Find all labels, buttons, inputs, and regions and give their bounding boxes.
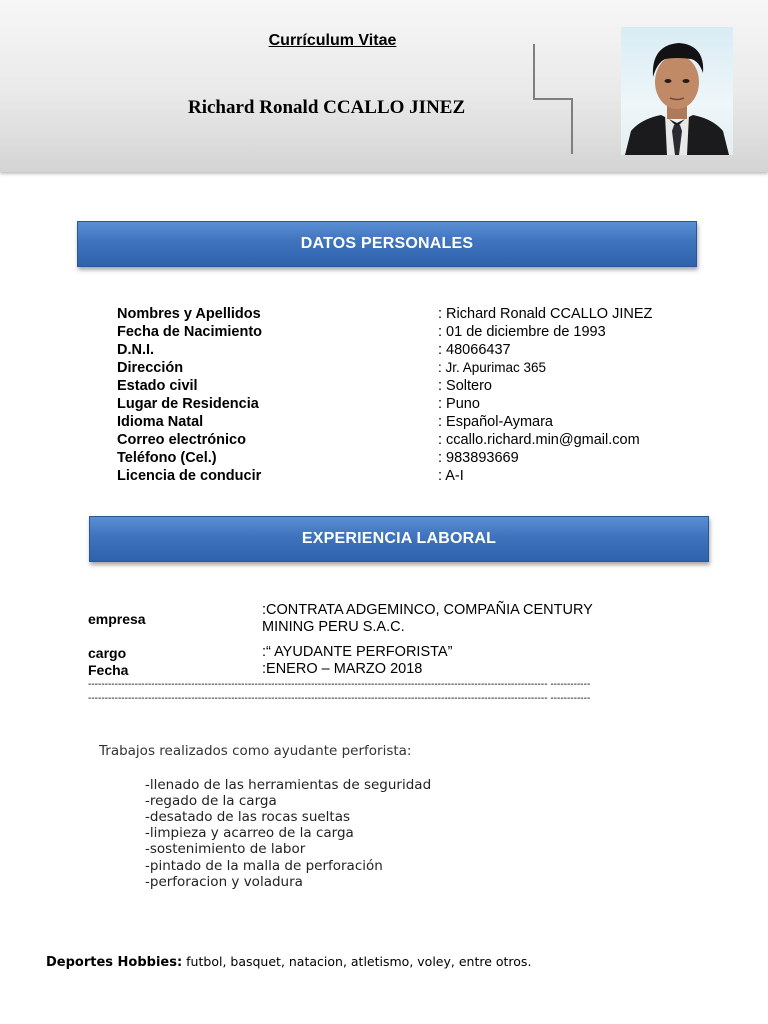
decorative-line (571, 98, 573, 154)
info-value: : Español-Aymara (438, 414, 553, 430)
info-value: : ccallo.richard.min@gmail.com (438, 432, 640, 448)
cargo-label: cargo (88, 645, 127, 661)
info-value: : A-I (438, 468, 464, 484)
dashed-separator: ------------------------------------------------------------------------------------------------------------------------------------------ ------------ (88, 694, 591, 704)
fecha-label: Fecha (88, 662, 129, 678)
cv-title: Currículum Vitae (268, 32, 397, 49)
info-value: : 01 de diciembre de 1993 (438, 324, 606, 340)
info-label: Estado civil (117, 378, 198, 394)
info-label: Nombres y Apellidos (117, 306, 261, 322)
info-value: : Richard Ronald CCALLO JINEZ (438, 306, 653, 322)
section-banner-personal: DATOS PERSONALES (77, 221, 697, 267)
empresa-label: empresa (88, 611, 146, 627)
info-label: Teléfono (Cel.) (117, 450, 217, 466)
profile-photo (621, 27, 733, 155)
dashed-separator: ------------------------------------------------------------------------------------------------------------------------------------------ ------------ (88, 680, 591, 690)
task-item: -desatado de las rocas sueltas (145, 809, 351, 825)
info-label: Lugar de Residencia (117, 396, 259, 412)
hobbies-label: Deportes Hobbies: (46, 955, 183, 970)
candidate-name: Richard Ronald CCALLO JINEZ (188, 97, 466, 118)
empresa-line: :CONTRATA ADGEMINCO, COMPAÑIA CENTURY (262, 602, 593, 618)
task-item: -regado de la carga (145, 793, 277, 809)
decorative-line (533, 44, 535, 100)
task-item: -llenado de las herramientas de seguridad (145, 777, 432, 793)
info-label: Licencia de conducir (117, 468, 262, 484)
hobbies-value: futbol, basquet, natacion, atletismo, voley, entre otros. (182, 954, 532, 969)
info-value: : Jr. Apurimac 365 (438, 360, 547, 375)
info-label: Correo electrónico (117, 432, 246, 448)
task-item: -limpieza y acarreo de la carga (145, 825, 354, 841)
fecha-value: :ENERO – MARZO 2018 (262, 661, 423, 677)
hobbies-line (46, 954, 531, 970)
info-value: : Soltero (438, 378, 492, 394)
work-title: Trabajos realizados como ayudante perforista: (99, 743, 412, 759)
info-value: : 983893669 (438, 450, 519, 466)
info-value: : 48066437 (438, 342, 511, 358)
info-label: D.N.I. (117, 342, 155, 358)
decorative-line (533, 98, 573, 100)
empresa-line: MINING PERU S.A.C. (262, 619, 405, 635)
empresa-value (262, 602, 593, 636)
info-label: Dirección (117, 360, 184, 376)
cargo-value: :“ AYUDANTE PERFORISTA” (262, 644, 453, 660)
info-value: : Puno (438, 396, 480, 412)
section-banner-experience: EXPERIENCIA LABORAL (89, 516, 709, 562)
task-item: -pintado de la malla de perforación (145, 858, 383, 874)
task-item: -perforacion y voladura (145, 874, 303, 890)
info-label: Fecha de Nacimiento (117, 324, 263, 340)
info-label: Idioma Natal (117, 414, 204, 430)
task-item: -sostenimiento de labor (145, 841, 306, 857)
